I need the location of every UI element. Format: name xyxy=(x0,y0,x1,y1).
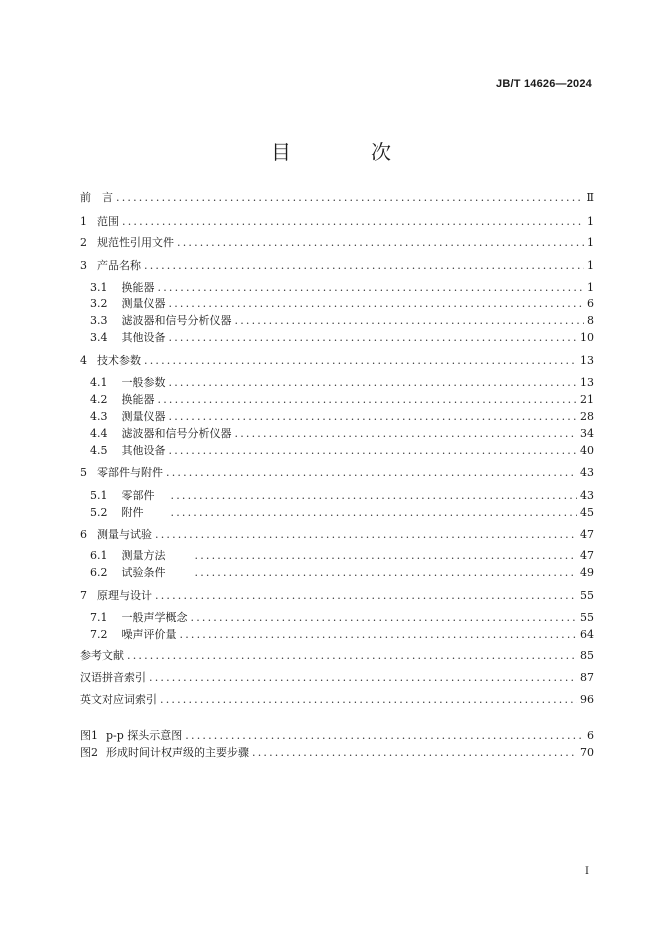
toc-entry-foreword[interactable] xyxy=(80,190,594,205)
toc-entry-label: 原理与设计 xyxy=(97,589,152,602)
toc-entry-page: 55 xyxy=(580,589,594,602)
toc-leader-dots xyxy=(169,296,585,311)
toc-entry-section-3-1[interactable] xyxy=(90,280,594,295)
toc-entry-number: 4.2 xyxy=(90,393,108,406)
toc-entry-page: 47 xyxy=(580,528,594,541)
toc-entry-page: 1 xyxy=(587,215,594,228)
toc-entry-page: Ⅱ xyxy=(586,191,594,204)
toc-entry-label: 测量方法 xyxy=(121,549,166,562)
toc-entry-number: 2 xyxy=(80,236,87,249)
toc-entry-number: 4.1 xyxy=(90,376,108,389)
toc-leader-dots xyxy=(195,565,578,580)
toc-entry-page: 1 xyxy=(587,236,594,249)
toc-entry-section-7[interactable] xyxy=(80,588,594,603)
toc-entry-page: 40 xyxy=(580,444,594,457)
toc-leader-dots xyxy=(116,190,584,205)
toc-leader-dots xyxy=(169,409,578,424)
toc-entry-pinyin-index[interactable] xyxy=(80,670,594,685)
toc-entry-number: 6 xyxy=(80,528,87,541)
toc-entry-number: 参考文献 xyxy=(80,649,124,662)
toc-entry-section-5-1[interactable] xyxy=(90,488,594,503)
toc-entry-label: 测量与试验 xyxy=(97,528,152,541)
toc-entry-number: 3.2 xyxy=(90,297,108,310)
toc-entry-label: 滤波器和信号分析仪器 xyxy=(121,427,232,440)
toc-entry-section-6-2[interactable] xyxy=(90,565,594,580)
toc-entry-page: 1 xyxy=(587,281,594,294)
toc-entry-number: 图2 xyxy=(80,746,98,759)
toc-entry-page: 47 xyxy=(580,549,594,562)
toc-entry-number: 4.4 xyxy=(90,427,108,440)
toc-entry-page: 21 xyxy=(580,393,594,406)
toc-entry-section-6[interactable] xyxy=(80,527,594,542)
toc-entry-number: 1 xyxy=(80,215,87,228)
toc-entry-number: 3.4 xyxy=(90,331,108,344)
toc-entry-number: 3 xyxy=(80,259,87,272)
toc-entry-page: 13 xyxy=(580,376,594,389)
standard-code: JB/T 14626—2024 xyxy=(496,78,592,90)
toc-entry-number: 图1 xyxy=(80,729,98,742)
toc-entry-number: 5.1 xyxy=(90,489,108,502)
toc-entry-page: 49 xyxy=(580,566,594,579)
toc-leader-dots xyxy=(155,588,577,603)
toc-entry-label: 其他设备 xyxy=(121,444,166,457)
toc-entry-figure-2[interactable] xyxy=(80,745,594,760)
toc-entry-label: 换能器 xyxy=(121,281,155,294)
toc-leader-dots xyxy=(158,280,585,295)
toc-title: 目 次 xyxy=(271,140,421,164)
toc-entry-label: 一般参数 xyxy=(121,376,166,389)
toc-entry-label: 形成时间计权声级的主要步骤 xyxy=(106,746,249,759)
toc-entry-page: 28 xyxy=(580,410,594,423)
toc-entry-number: 汉语拼音索引 xyxy=(80,671,146,684)
toc-leader-dots xyxy=(127,648,577,663)
toc-entry-number: 4 xyxy=(80,354,87,367)
toc-leader-dots xyxy=(160,692,577,707)
toc-leader-dots xyxy=(171,505,578,520)
toc-entry-page: 85 xyxy=(580,649,594,662)
toc-entry-section-7-2[interactable] xyxy=(90,627,594,642)
toc-entry-label: 一般声学概念 xyxy=(121,611,188,624)
toc-leader-dots xyxy=(169,330,578,345)
toc-entry-number: 英文对应词索引 xyxy=(80,693,157,706)
toc-entry-page: 43 xyxy=(580,489,594,502)
toc-entry-section-3-3[interactable] xyxy=(90,313,594,328)
toc-leader-dots xyxy=(195,548,578,563)
toc-entry-label: 噪声评价量 xyxy=(121,628,177,641)
toc-entry-page: 87 xyxy=(580,671,594,684)
toc-entry-number: 4.3 xyxy=(90,410,108,423)
toc-entry-section-4-5[interactable] xyxy=(90,443,594,458)
toc-entry-page: 34 xyxy=(580,427,594,440)
toc-leader-dots xyxy=(191,610,578,625)
toc-entry-label: 规范性引用文件 xyxy=(97,236,174,249)
toc-entry-page: 43 xyxy=(580,466,594,479)
toc-entry-page: 1 xyxy=(587,259,594,272)
toc-entry-page: 13 xyxy=(580,354,594,367)
toc-entry-section-1[interactable] xyxy=(80,214,594,229)
toc-entry-number: 7.2 xyxy=(90,628,108,641)
toc-entry-label: 零部件与附件 xyxy=(97,466,163,479)
toc-entry-section-3-4[interactable] xyxy=(90,330,594,345)
toc-leader-dots xyxy=(158,392,578,407)
toc-entry-number: 5 xyxy=(80,466,87,479)
toc-leader-dots xyxy=(235,313,585,328)
toc-entry-page: 55 xyxy=(580,611,594,624)
toc-entry-number: 7.1 xyxy=(90,611,108,624)
toc-entry-section-4-2[interactable] xyxy=(90,392,594,407)
toc-entry-english-index[interactable] xyxy=(80,692,594,707)
toc-entry-number: 3.3 xyxy=(90,314,108,327)
toc-entry-number: 6.2 xyxy=(90,566,108,579)
toc-entry-page: 45 xyxy=(580,506,594,519)
toc-entry-label: 试验条件 xyxy=(121,566,166,579)
toc-entry-label: 换能器 xyxy=(121,393,155,406)
toc-entry-page: 70 xyxy=(580,746,594,759)
toc-leader-dots xyxy=(149,670,577,685)
toc-leader-dots xyxy=(185,728,584,743)
toc-leader-dots xyxy=(166,465,577,480)
toc-entry-section-5[interactable] xyxy=(80,465,594,480)
toc-leader-dots xyxy=(169,375,578,390)
toc-entry-section-3-2[interactable] xyxy=(90,296,594,311)
toc-leader-dots xyxy=(235,426,578,441)
toc-entry-section-3[interactable] xyxy=(80,258,594,273)
toc-entry-label: 测量仪器 xyxy=(121,410,166,423)
toc-entry-page: 6 xyxy=(587,297,594,310)
toc-entry-label: 附件 xyxy=(121,506,144,519)
toc-entry-label: 产品名称 xyxy=(97,259,141,272)
toc-entry-page: 8 xyxy=(587,314,594,327)
toc-entry-label: 零部件 xyxy=(121,489,155,502)
toc-entry-page: 6 xyxy=(587,729,594,742)
toc-entry-section-4-4[interactable] xyxy=(90,426,594,441)
toc-entry-page: 64 xyxy=(580,628,594,641)
toc-entry-page: 10 xyxy=(580,331,594,344)
toc-entry-section-5-2[interactable] xyxy=(90,505,594,520)
toc-entry-number: 6.1 xyxy=(90,549,108,562)
toc-leader-dots xyxy=(171,488,578,503)
toc-leader-dots xyxy=(252,745,577,760)
toc-leader-dots xyxy=(144,258,584,273)
toc-entry-section-4[interactable] xyxy=(80,353,594,368)
toc-entry-label: 范围 xyxy=(97,215,119,228)
toc-leader-dots xyxy=(169,443,578,458)
toc-leader-dots xyxy=(144,353,577,368)
toc-entry-page: 96 xyxy=(580,693,594,706)
toc-entry-figure-1[interactable] xyxy=(80,728,594,743)
toc-entry-section-7-1[interactable] xyxy=(90,610,594,625)
toc-leader-dots xyxy=(155,527,577,542)
toc-entry-label: 其他设备 xyxy=(121,331,166,344)
toc-leader-dots xyxy=(122,214,584,229)
toc-entry-references[interactable] xyxy=(80,648,594,663)
toc-entry-label: 滤波器和信号分析仪器 xyxy=(121,314,232,327)
toc-entry-number: 前 言 xyxy=(80,191,113,204)
toc-entry-number: 5.2 xyxy=(90,506,108,519)
toc-leader-dots xyxy=(180,627,578,642)
toc-entry-label: p-p 探头示意图 xyxy=(106,729,183,742)
page-number: I xyxy=(585,866,589,877)
toc-entry-label: 技术参数 xyxy=(97,354,141,367)
toc-entry-section-4-1[interactable] xyxy=(90,375,594,390)
toc-entry-number: 4.5 xyxy=(90,444,108,457)
toc-entry-section-4-3[interactable] xyxy=(90,409,594,424)
toc-entry-number: 3.1 xyxy=(90,281,108,294)
toc-entry-section-2[interactable] xyxy=(80,235,594,250)
toc-leader-dots xyxy=(177,235,584,250)
toc-entry-label: 测量仪器 xyxy=(121,297,166,310)
toc-entry-section-6-1[interactable] xyxy=(90,548,594,563)
toc-entry-number: 7 xyxy=(80,589,87,602)
